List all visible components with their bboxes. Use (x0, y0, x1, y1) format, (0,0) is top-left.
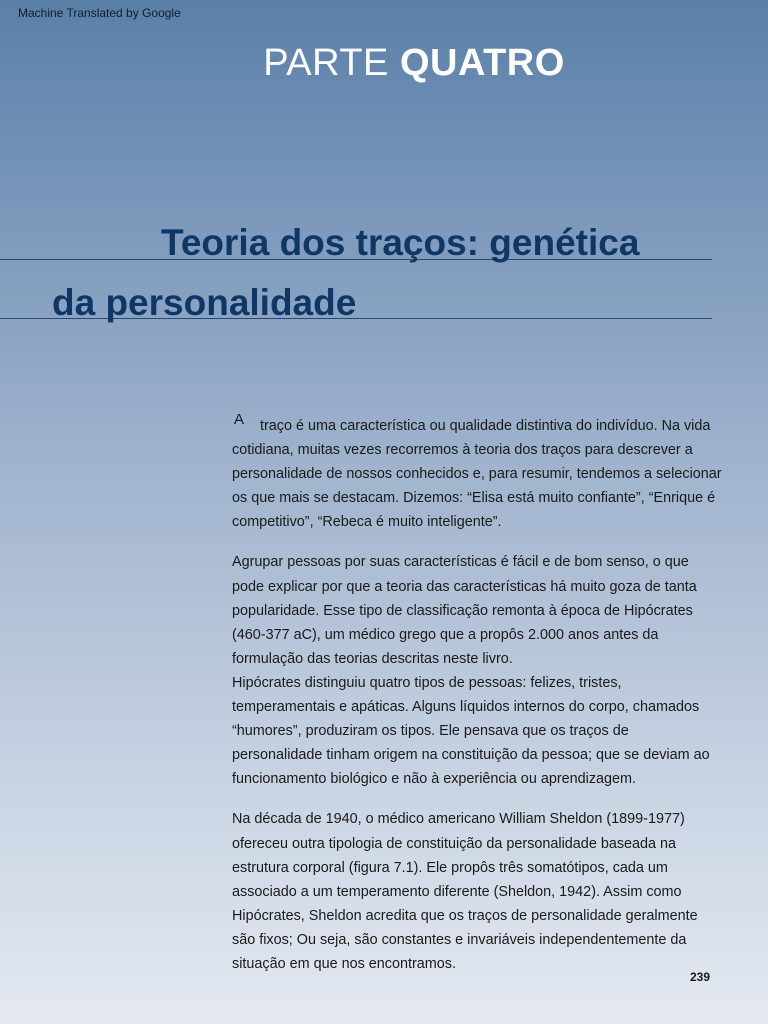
paragraph-4: Na década de 1940, o médico americano William Sheldon (1899-1977) ofereceu outra tipologia de constituição da personalidade baseada na estrutura corporal (figura 7.1). Ele propôs três somatótipos, cada um associado a um temperamento diferente (Sheldon, 1942). Assim como Hipócrates, Sheldon acredita que os traços de personalidade geralmente são fixos; Ou seja, são constantes e invariáveis independentemente da situação em que nos encontramos. (232, 811, 698, 972)
dropcap-letter: A (234, 411, 245, 428)
part-heading (0, 42, 768, 85)
paragraph-2: Agrupar pessoas por suas características é fácil e de bom senso, o que pode explicar por que a teoria das características há muito goza de tanta popularidade. Esse tipo de classificação remonta à época de Hipócrates (460-377 aC), um médico grego que a propôs 2.000 anos antes da formulação das teorias descritas neste livro. (232, 554, 697, 667)
body-text (232, 411, 722, 976)
chapter-title-line1: Teoria dos traços: genética (161, 222, 640, 263)
part-label: PARTE (263, 42, 389, 84)
part-number: QUATRO (399, 42, 565, 84)
paragraph-1-text: traço é uma característica ou qualidade distintiva do indivíduo. Na vida cotidiana, muitas vezes recorremos à teoria dos traços para descrever a personalidade de nossos conhecidos e, para resumir, tendemos a selecionar os que mais se destacam. Dizemos: “Elisa está muito confiante”, “Enrique é competitivo”, “Rebeca é muito inteligente”. (232, 418, 722, 531)
paragraph-1 (232, 411, 722, 534)
machine-translated-label: Machine Translated by Google (18, 6, 181, 20)
paragraph-3: Hipócrates distinguiu quatro tipos de pessoas: felizes, tristes, temperamentais e apáticas. Alguns líquidos internos do corpo, chamados “humores”, produziram os tipos. Ele pensava que os traços de personalidade tinham origem na constituição da pessoa; que se deviam ao funcionamento biológico e não à experiência ou aprendizagem. (232, 674, 710, 788)
chapter-title-line2: da personalidade (52, 282, 357, 323)
page-number: 239 (690, 970, 711, 984)
